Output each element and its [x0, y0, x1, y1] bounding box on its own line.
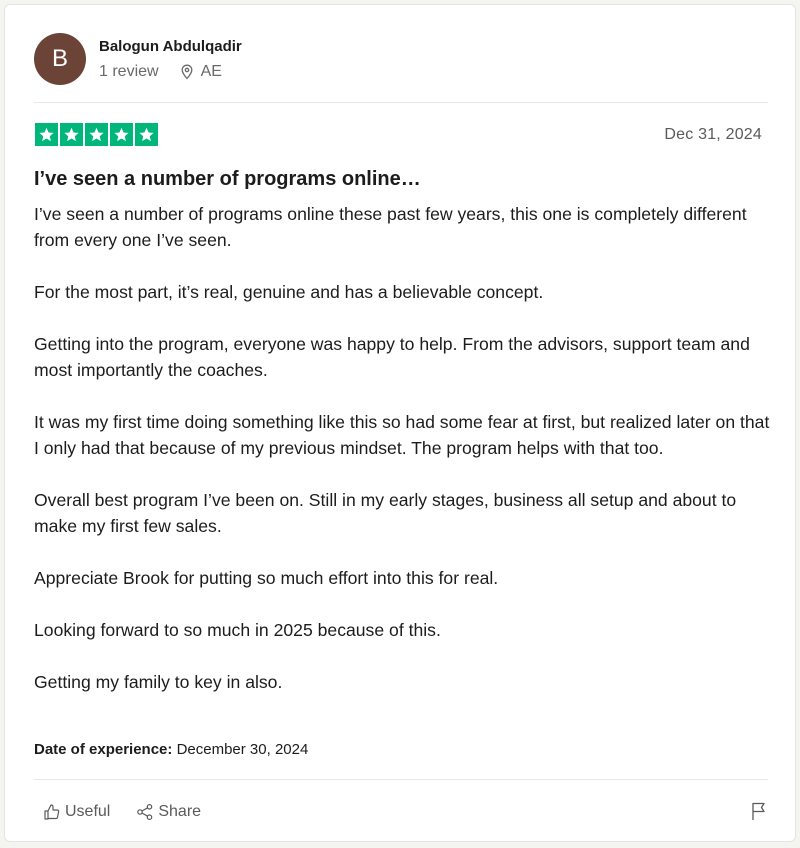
review-paragraph: Appreciate Brook for putting so much effort into this for real.	[34, 568, 499, 588]
share-button[interactable]	[136, 803, 201, 821]
star-icon	[110, 123, 133, 146]
experience-date: December 30, 2024	[176, 741, 309, 758]
reviewer-info	[99, 38, 242, 81]
reviewer-header	[34, 33, 242, 85]
review-paragraph: I’ve seen a number of programs online these past few years, this one is completely different from every one I’ve seen.	[34, 204, 747, 250]
review-actions	[34, 799, 768, 825]
review-paragraph: For the most part, it’s real, genuine and has a believable concept.	[34, 282, 544, 302]
share-icon	[136, 803, 154, 821]
star-icon	[35, 123, 58, 146]
divider-bottom	[34, 779, 768, 780]
review-paragraph: Getting into the program, everyone was happy to help. From the advisors, support team and most importantly the coaches.	[34, 334, 750, 380]
review-card	[4, 4, 796, 842]
avatar-initial: B	[51, 45, 68, 72]
reviewer-meta	[99, 63, 242, 81]
useful-label: Useful	[65, 803, 111, 820]
report-flag-button[interactable]	[750, 801, 768, 826]
review-paragraph: Looking forward to so much in 2025 because of this.	[34, 620, 441, 640]
star-icon	[135, 123, 158, 146]
review-title[interactable]: I’ve seen a number of programs online…	[34, 168, 421, 190]
thumbs-up-icon	[43, 803, 61, 821]
star-rating	[35, 123, 158, 146]
review-date: Dec 31, 2024	[664, 126, 762, 143]
star-icon	[60, 123, 83, 146]
divider-top	[34, 102, 768, 103]
star-icon	[85, 123, 108, 146]
avatar[interactable]	[34, 33, 86, 85]
review-count: 1 review	[99, 62, 159, 80]
share-label: Share	[158, 803, 202, 820]
experience-label: Date of experience:	[34, 741, 173, 758]
review-paragraph: Getting my family to key in also.	[34, 672, 283, 692]
review-paragraph: Overall best program I’ve been on. Still in my early stages, business all setup and about to make my first few sales.	[34, 490, 737, 536]
location-pin-icon	[179, 64, 195, 80]
flag-icon	[750, 801, 768, 821]
reviewer-location: AE	[200, 62, 222, 80]
review-body	[34, 201, 774, 695]
review-paragraph: It was my first time doing something like this so had some fear at first, but realized later on that I only had that because of my previous mindset. The program helps with that too.	[34, 412, 770, 458]
reviewer-name[interactable]: Balogun Abdulqadir	[99, 37, 242, 55]
useful-button[interactable]	[43, 803, 110, 821]
date-of-experience	[34, 741, 308, 758]
